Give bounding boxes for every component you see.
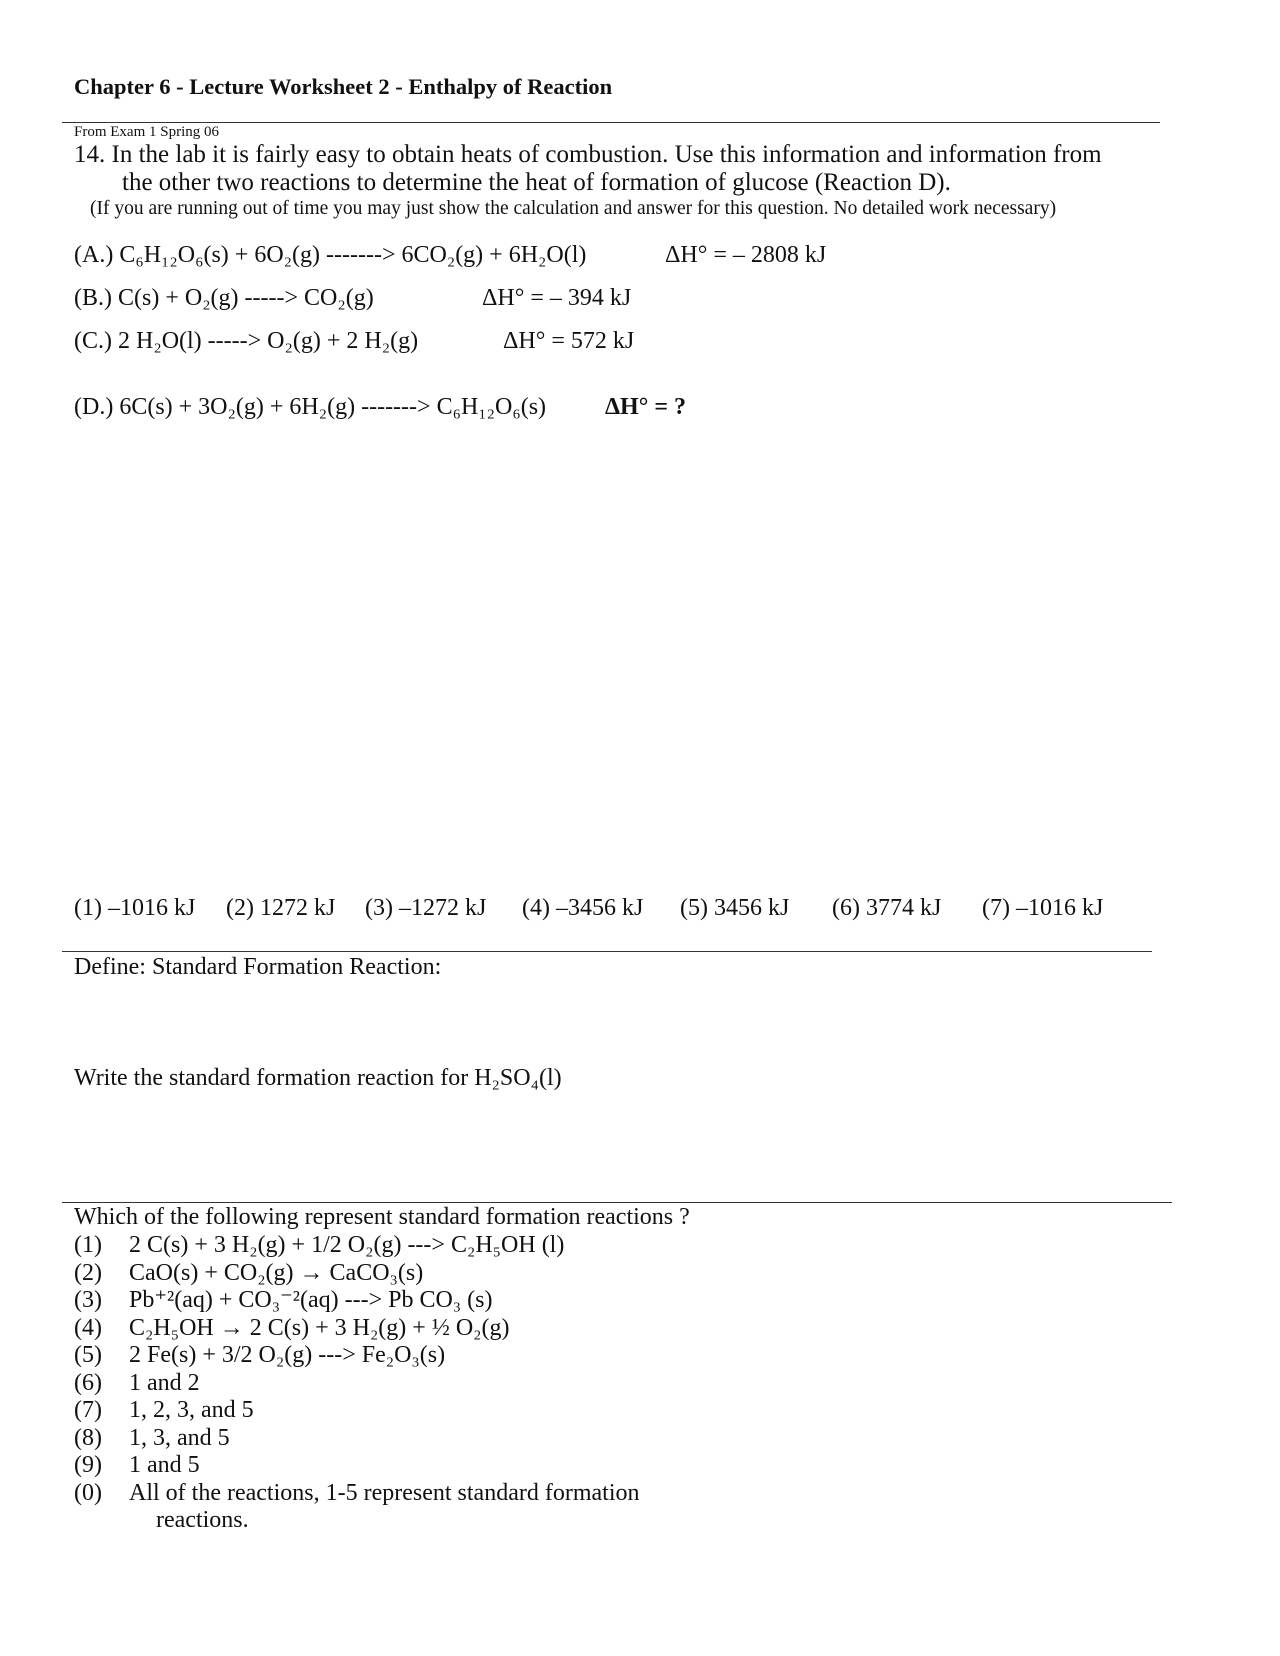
- answer-choice-6: (6) 3774 kJ: [832, 895, 942, 921]
- option-text: Pb⁺²(aq) + CO₃⁻²(aq) ---> Pb CO₃ (s): [129, 1287, 493, 1313]
- reaction-d-equation: (D.) 6C(s) + 3O₂(g) + 6H₂(g) -------> C₆H₁₂O₆(s): [74, 394, 547, 420]
- answer-choice-2: (2) 1272 kJ: [226, 895, 336, 921]
- reaction-b-enthalpy: ΔH° = – 394 kJ: [482, 285, 632, 311]
- which-options-list: [74, 1232, 640, 1535]
- option-text: C₂H₅OH → 2 C(s) + 3 H₂(g) + ½ O₂(g): [129, 1314, 510, 1341]
- option-number: (3): [74, 1287, 102, 1313]
- section-divider-1: [62, 951, 1152, 952]
- answer-choice-1: (1) –1016 kJ: [74, 895, 196, 921]
- question-14-line1: 14. In the lab it is fairly easy to obtain heats of combustion. Use this information and information from: [74, 141, 1102, 168]
- answer-choice-4: (4) –3456 kJ: [522, 895, 644, 921]
- option-row: [74, 1260, 640, 1288]
- title-divider: [62, 122, 1160, 123]
- option-row: [74, 1232, 640, 1260]
- option-row: [74, 1480, 640, 1508]
- option-continuation-row: [74, 1507, 640, 1535]
- option-number: (0): [74, 1479, 102, 1506]
- option-number: (7): [74, 1397, 102, 1423]
- option-row: [74, 1397, 640, 1425]
- section-divider-2: [62, 1202, 1172, 1203]
- source-note: From Exam 1 Spring 06: [74, 124, 219, 140]
- option-text: 1, 3, and 5: [129, 1424, 230, 1451]
- option-row: [74, 1370, 640, 1398]
- reaction-a-enthalpy: ΔH° = – 2808 kJ: [665, 242, 827, 268]
- option-number: (2): [74, 1259, 102, 1286]
- question-14-note: (If you are running out of time you may just show the calculation and answer for this question. No detailed work necessary): [90, 198, 1057, 219]
- option-row: [74, 1425, 640, 1453]
- option-continuation: reactions.: [156, 1507, 249, 1533]
- option-number: (6): [74, 1369, 102, 1396]
- option-text: 2 Fe(s) + 3/2 O₂(g) ---> Fe₂O₃(s): [129, 1342, 446, 1368]
- option-row: [74, 1315, 640, 1343]
- define-label: Define: Standard Formation Reaction:: [74, 954, 442, 980]
- option-text: 1, 2, 3, and 5: [129, 1397, 254, 1423]
- answer-choice-7: (7) –1016 kJ: [982, 895, 1104, 921]
- question-14-line2: the other two reactions to determine the heat of formation of glucose (Reaction D).: [122, 169, 951, 196]
- option-row: [74, 1452, 640, 1480]
- option-number: (1): [74, 1232, 102, 1258]
- reaction-d-enthalpy: ΔH° = ?: [605, 394, 686, 420]
- option-number: (8): [74, 1424, 102, 1451]
- option-text: 1 and 5: [129, 1452, 200, 1478]
- which-question: Which of the following represent standard formation reactions ?: [74, 1204, 690, 1230]
- option-row: [74, 1287, 640, 1315]
- reaction-a-equation: (A.) C₆H₁₂O₆(s) + 6O₂(g) -------> 6CO₂(g) + 6H₂O(l): [74, 242, 587, 268]
- option-row: [74, 1342, 640, 1370]
- option-text: All of the reactions, 1-5 represent standard formation: [129, 1479, 640, 1506]
- reaction-c-enthalpy: ΔH° = 572 kJ: [503, 328, 635, 354]
- option-number: (9): [74, 1452, 102, 1478]
- reaction-b-equation: (B.) C(s) + O₂(g) -----> CO₂(g): [74, 285, 374, 311]
- option-number: (4): [74, 1314, 102, 1341]
- option-text: 2 C(s) + 3 H₂(g) + 1/2 O₂(g) ---> C₂H₅OH (l): [129, 1232, 565, 1258]
- option-text: CaO(s) + CO₂(g) → CaCO₃(s): [129, 1259, 424, 1286]
- option-text: 1 and 2: [129, 1369, 200, 1396]
- option-number: (5): [74, 1342, 102, 1368]
- answer-choice-5: (5) 3456 kJ: [680, 895, 790, 921]
- reaction-c-equation: (C.) 2 H₂O(l) -----> O₂(g) + 2 H₂(g): [74, 328, 419, 354]
- page-title: Chapter 6 - Lecture Worksheet 2 - Enthalpy of Reaction: [74, 74, 613, 99]
- write-prompt: Write the standard formation reaction for H₂SO₄(l): [74, 1065, 562, 1091]
- answer-choice-3: (3) –1272 kJ: [365, 895, 487, 921]
